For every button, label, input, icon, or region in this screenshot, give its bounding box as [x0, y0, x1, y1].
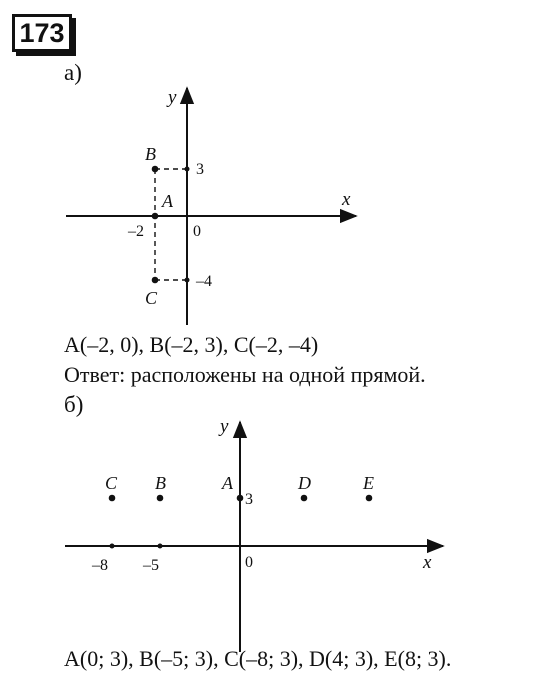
part-a-tick-dot-neg4	[185, 278, 190, 283]
part-a-point-C-label: C	[145, 288, 158, 308]
part-b-origin-label: 0	[245, 554, 253, 571]
part-a-y-axis-label: y	[168, 87, 177, 108]
part-b-point-A	[237, 495, 244, 502]
part-a-origin-label: 0	[193, 223, 201, 240]
part-b-coords: A(0; 3), B(–5; 3), C(–8; 3), D(4; 3), E(8; 3).	[64, 646, 452, 671]
part-b-tick-x-1-label: –8	[92, 557, 108, 574]
part-b-plane	[65, 416, 443, 652]
problem-number: 173	[12, 14, 72, 52]
part-b-point-E-label: E	[363, 473, 374, 493]
part-a-point-A	[152, 213, 159, 220]
part-a-point-B-label: B	[145, 144, 156, 164]
part-b-tick-dot-neg8	[110, 544, 115, 549]
part-b-point-C-label: C	[105, 473, 118, 493]
part-b-label: б)	[64, 392, 84, 417]
part-a-x-axis-label: x	[342, 189, 351, 210]
part-b-tick-x-2-label: –5	[143, 557, 159, 574]
part-b-point-D-label: D	[298, 473, 311, 493]
part-a-coords: A(–2, 0), B(–2, 3), C(–2, –4)	[64, 332, 319, 357]
part-b-tick-y-label: 3	[245, 491, 253, 508]
part-b-point-C	[109, 495, 116, 502]
part-a-answer: Ответ: расположены на одной прямой.	[64, 362, 426, 387]
part-a-tick-y-neg-label: –4	[196, 273, 212, 290]
part-b-point-D	[301, 495, 308, 502]
part-b-point-A-label: A	[222, 473, 233, 493]
part-a-point-C	[152, 277, 159, 284]
part-b-x-axis-label: x	[423, 552, 432, 573]
part-b-point-B-label: B	[155, 473, 166, 493]
part-a-plane	[66, 87, 356, 325]
part-b-point-B	[157, 495, 164, 502]
part-b-point-E	[366, 495, 373, 502]
part-a-point-B	[152, 166, 159, 173]
part-a-point-A-label: A	[162, 191, 173, 211]
part-b-y-axis-label: y	[220, 416, 229, 437]
part-a-tick-x-label: –2	[128, 223, 144, 240]
part-a-tick-y-pos-label: 3	[196, 161, 204, 178]
part-a-tick-dot-3	[185, 167, 190, 172]
part-a-label: а)	[64, 60, 82, 85]
part-b-tick-dot-neg5	[158, 544, 163, 549]
